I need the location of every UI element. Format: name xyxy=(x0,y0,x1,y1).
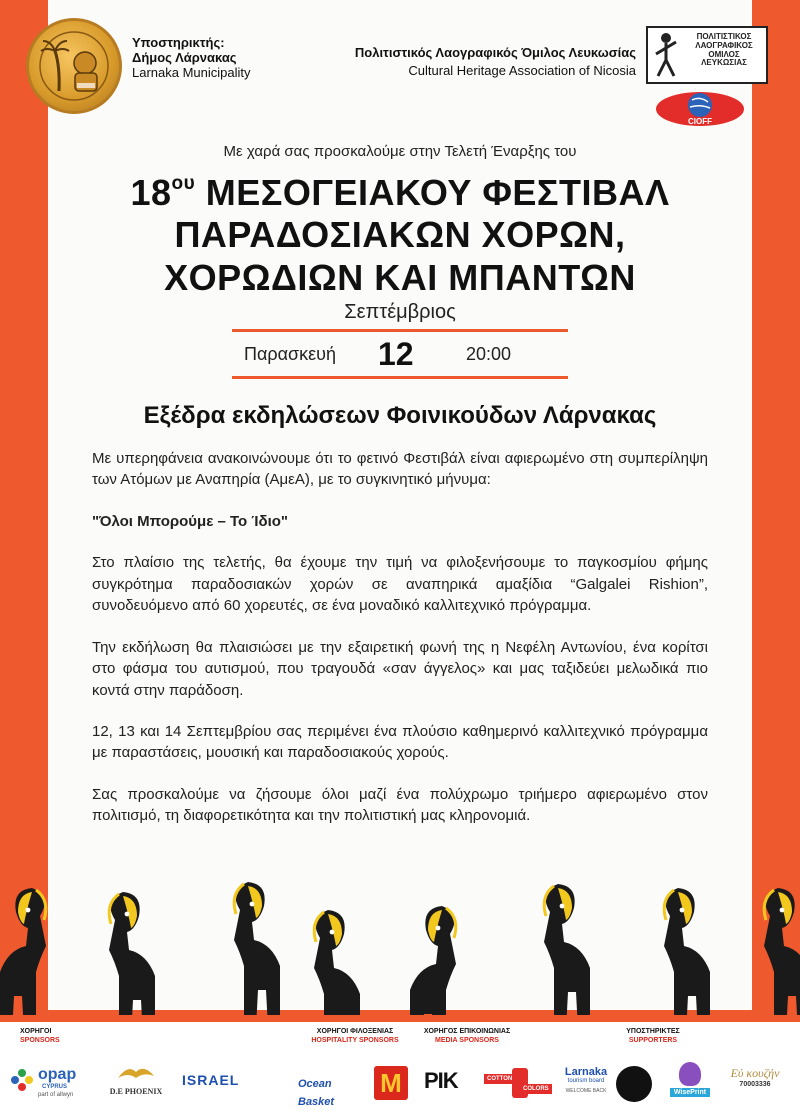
opap-allwyn: part of allwyn xyxy=(38,1092,74,1098)
title-line-2: ΠΑΡΑΔΟΣΙΑΚΩΝ ΧΟΡΩΝ, xyxy=(174,214,626,256)
title-line-1-text: ΜΕΣΟΓΕΙΑΚΟΥ ΦΕΣΤΙΒΑΛ xyxy=(195,172,670,213)
rik-name: ΡΙΚ xyxy=(424,1068,458,1093)
hospitality-label-gr: ΧΟΡΗΓΟΙ ΦΙΛΟΞΕΝΙΑΣ xyxy=(316,1028,394,1035)
title-number: 18 xyxy=(130,172,172,213)
paragraph-1: Με υπερηφάνεια ανακοινώνουμε ότι το φετινό Φεστιβάλ είναι αφιερωμένο στη συμπερίληψη των Ατόμων με Αναπηρία (ΑμεΑ), με το συγκινητικό μήνυμα: xyxy=(92,450,708,489)
media-label xyxy=(412,1028,522,1046)
logo-line: ΛΑΟΓΡΑΦΙΚΟΣ xyxy=(695,40,753,50)
cioff-logo xyxy=(654,90,746,128)
larnaka-sub: tourism board xyxy=(567,1078,605,1084)
oceanbasket-name: Ocean Basket xyxy=(298,1078,335,1108)
event-time: 20:00 xyxy=(466,344,512,364)
divider-top xyxy=(232,329,568,332)
dancer-icon xyxy=(650,28,684,82)
hospitality-label-en: HOSPITALITY SPONSORS xyxy=(311,1036,399,1044)
association-name-en: Cultural Heritage Association of Nicosia xyxy=(408,62,636,78)
association-logo xyxy=(646,26,768,84)
israel-name: ISRAEL xyxy=(182,1072,240,1088)
figurines-illustration xyxy=(0,880,800,1015)
cioff-label: CIOFF xyxy=(688,117,712,126)
divider-bottom xyxy=(232,376,568,379)
wiseprint-name: WisePrint xyxy=(670,1088,710,1097)
title-line-1 xyxy=(48,172,752,214)
sponsors-label xyxy=(20,1028,80,1046)
phoenix-bird-icon xyxy=(116,1062,156,1082)
event-day: Παρασκευή xyxy=(244,344,337,364)
eukouzin-logo xyxy=(718,1066,792,1106)
cotton-colors-logo xyxy=(484,1068,548,1102)
cotton-name: COTTON xyxy=(484,1074,515,1084)
larnaka-tourism-logo xyxy=(556,1066,616,1106)
eukouzin-phone: 70003336 xyxy=(739,1081,771,1088)
supporter-name: Δήμος Λάρνακας xyxy=(132,49,237,65)
paragraph-2: Στο πλαίσιο της τελετής, θα έχουμε την τιμή να φιλοξενήσουμε το παγκοσμίου φήμης συγκρότημα παραδοσιακών χορών σε αναπηρικά αμαξίδια “Galgalei Rishion”, συνοδευόμενο από 60 χορευτές, σε ένα μοναδικό καλλιτεχνικό πρόγραμμα. xyxy=(92,554,708,615)
event-venue: Εξέδρα εκδηλώσεων Φοινικούδων Λάρνακας xyxy=(143,402,657,429)
supporter-badge-logo xyxy=(616,1066,652,1102)
supporters-label-gr: ΥΠΟΣΤΗΡΙΚΤΕΣ xyxy=(626,1028,680,1035)
association-logo-text xyxy=(682,33,766,68)
logo-line: ΛΕΥΚΩΣΙΑΣ xyxy=(701,58,747,68)
oceanbasket-logo xyxy=(298,1074,368,1108)
opap-name: opap xyxy=(38,1066,77,1083)
sponsors-label-en: SPONSORS xyxy=(20,1036,60,1044)
opap-icon xyxy=(10,1068,34,1092)
association-name-gr: Πολιτιστικός Λαογραφικός Όμιλος Λευκωσίας xyxy=(354,45,636,60)
eukouzin-name: Εύ κουζήν xyxy=(730,1066,780,1080)
title-line-3: ΧΟΡΩΔΙΩΝ ΚΑΙ ΜΠΑΝΤΩΝ xyxy=(164,256,636,298)
opap-logo xyxy=(10,1066,90,1106)
intro-text: Με χαρά σας προσκαλούμε στην Τελετή Έναρξης του xyxy=(223,143,577,160)
media-label-en: MEDIA SPONSORS xyxy=(435,1036,499,1044)
mcdonalds-logo xyxy=(374,1066,408,1100)
larnaka-name: Larnaka xyxy=(564,1066,608,1078)
phoenix-name: D.E PHOENIX xyxy=(109,1087,163,1096)
owl-icon xyxy=(679,1062,701,1086)
header xyxy=(0,0,800,126)
event-month: Σεπτέμβριος xyxy=(344,301,456,323)
mcdonalds-mark: M xyxy=(380,1068,402,1098)
opap-sub: CYPRUS xyxy=(42,1084,68,1090)
hospitality-label xyxy=(300,1028,410,1046)
association-block xyxy=(336,44,636,79)
supporters-label-en: SUPPORTERS xyxy=(628,1036,678,1044)
larnaka-municipality-seal-icon xyxy=(26,18,122,114)
body-text xyxy=(92,448,708,847)
paragraph-5: Σας προσκαλούμε να ζήσουμε όλοι μαζί ένα πολύχρωμο τριήμερο αφιερωμένο στον πολιτισμό, τη διαφορετικότητα και την πολιτιστική μας κληρονομιά. xyxy=(92,785,708,825)
phoenix-logo xyxy=(100,1062,172,1106)
supporter-name-en: Larnaka Municipality xyxy=(132,64,251,80)
supporter-block xyxy=(132,36,251,81)
colors-name: COLORS xyxy=(520,1084,552,1094)
logo-line: ΠΟΛΙΤΙΣΤΙΚΟΣ xyxy=(696,32,752,41)
festival-title xyxy=(48,172,752,299)
larnaka-tag: WELCOME BACK xyxy=(565,1088,607,1094)
wiseprint-logo xyxy=(670,1062,710,1106)
rik-logo xyxy=(424,1068,474,1098)
supporters-label xyxy=(608,1028,698,1046)
supporter-label: Υποστηρικτής: xyxy=(132,35,225,50)
date-line xyxy=(232,338,568,374)
paragraph-4: 12, 13 και 14 Σεπτεμβρίου σας περιμένει ένα πλούσιο καθημερινό καλλιτεχνικό πρόγραμμα με παραστάσεις, μουσική και παραδοσιακούς χορούς. xyxy=(92,722,708,762)
media-label-gr: ΧΟΡΗΓΟΣ ΕΠΙΚΟΙΝΩΝΙΑΣ xyxy=(423,1028,511,1035)
sponsors-bar xyxy=(0,1022,800,1120)
sponsors-label-gr: ΧΟΡΗΓΟΙ xyxy=(20,1028,52,1035)
paragraph-3: Την εκδήλωση θα πλαισιώσει με την εξαιρετική φωνή της η Νεφέλη Αντωνίου, ένα κορίτσι στο φάσμα του αυτισμού, που τραγουδά «σαν άγγελος» και μας ταξιδεύει μελωδικά πιο κοντά στην παράδοση. xyxy=(92,638,708,699)
event-date: 12 xyxy=(378,336,414,372)
logo-line: ΟΜΙΛΟΣ xyxy=(708,49,740,59)
israel-logo xyxy=(182,1072,292,1096)
title-ordinal: ου xyxy=(171,173,196,194)
motto: "Όλοι Μπορούμε – Το Ίδιο" xyxy=(92,512,289,530)
